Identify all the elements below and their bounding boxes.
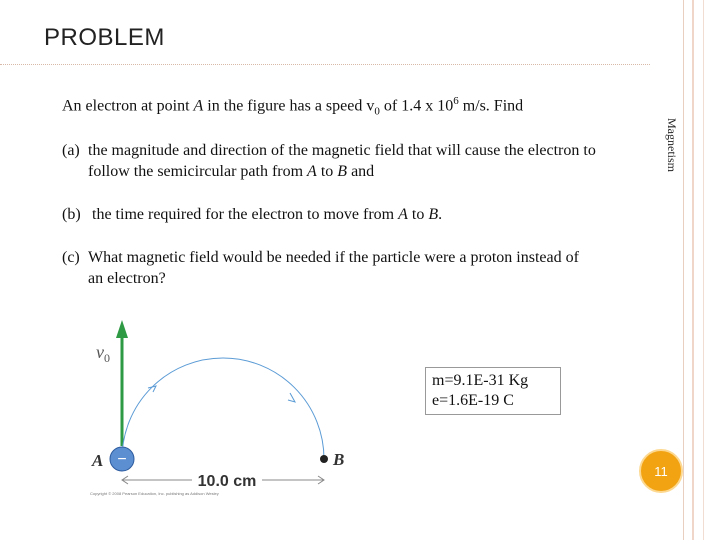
given-mass: m=9.1E-31 Kg bbox=[432, 372, 529, 389]
frame-line bbox=[692, 0, 694, 540]
copyright-text: Copyright © 2008 Pearson Education, Inc. publishing as Addison Wesley bbox=[90, 491, 219, 496]
problem-part-c: (c) What magnetic field would be needed if the particle were a proton instead of an electron? bbox=[62, 249, 579, 287]
point-a-label: A bbox=[92, 451, 104, 470]
problem-part-a: (a) the magnitude and direction of the magnetic field that will cause the electron to follow the semicircular path from A to B and bbox=[62, 142, 596, 180]
semicircle-path bbox=[122, 358, 324, 459]
path-arrow-icon bbox=[288, 393, 295, 402]
velocity-arrowhead bbox=[116, 320, 128, 338]
semicircle-path-figure bbox=[84, 314, 414, 500]
slide-title: PROBLEM bbox=[44, 24, 165, 51]
velocity-label: $v_0$ bbox=[96, 342, 110, 365]
given-charge: e=1.6E-19 C bbox=[432, 392, 514, 409]
path-arrow-icon bbox=[148, 386, 156, 392]
electron-charge: − bbox=[117, 451, 127, 468]
frame-line bbox=[703, 0, 704, 540]
distance-label: 10.0 cm bbox=[197, 473, 257, 490]
problem-part-b: (b) the time required for the electron to move from A to B. bbox=[62, 206, 443, 223]
problem-intro: An electron at point A in the figure has a speed $v_0$ of 1.4 x $10^6$ m/s. Find bbox=[62, 95, 524, 118]
given-values-box bbox=[425, 367, 561, 415]
title-divider bbox=[0, 64, 650, 66]
page-number-badge: 11 bbox=[639, 449, 683, 493]
point-b-dot bbox=[320, 455, 328, 463]
frame-line bbox=[683, 0, 684, 540]
point-b-label: B bbox=[333, 450, 345, 469]
side-label: Magnetism bbox=[665, 118, 679, 172]
